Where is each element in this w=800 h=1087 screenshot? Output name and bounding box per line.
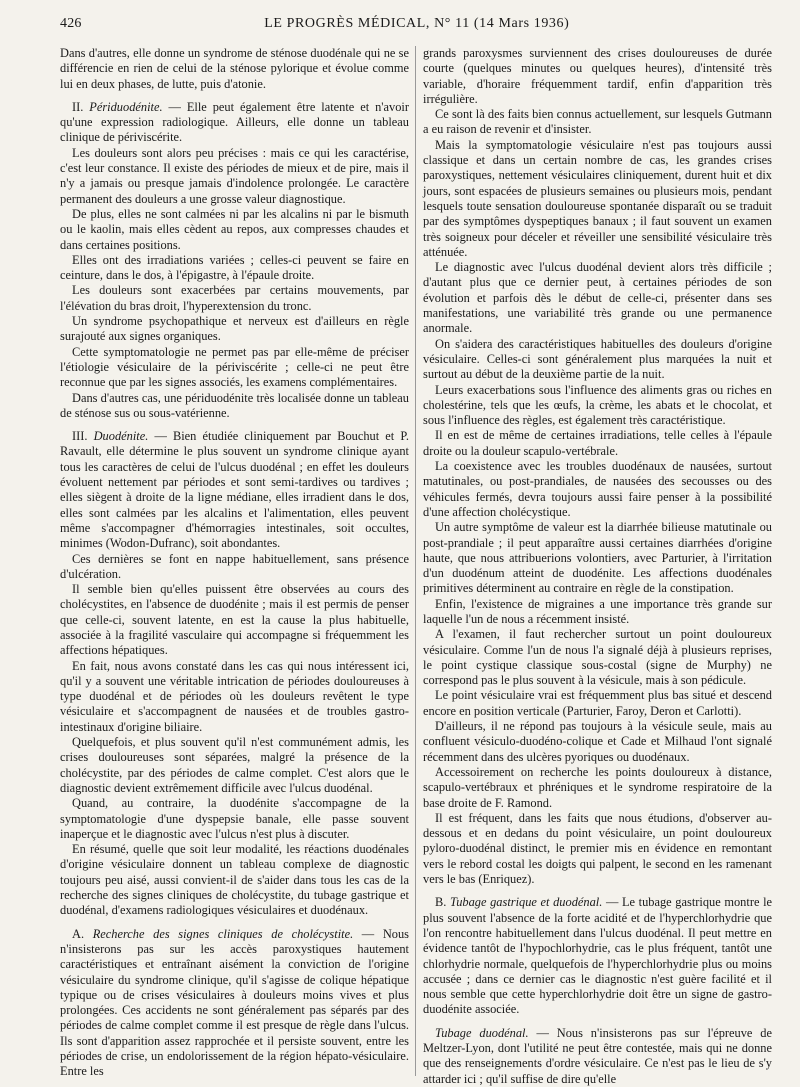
section-number: A. [72, 926, 93, 941]
paragraph [423, 1026, 772, 1087]
paragraph-text: Ces dernières se font en nappe habituellement, sans présence d'ulcération. [60, 551, 409, 581]
paragraph [60, 391, 409, 422]
section-number: B. [435, 895, 450, 910]
paragraph [60, 253, 409, 284]
page-number: 426 [60, 16, 82, 31]
paragraph [423, 337, 772, 383]
section-heading: Recherche des signes cliniques de cholécystite. [92, 926, 354, 941]
paragraph-text: Il est fréquent, dans les faits que nous étudions, d'observer au-dessous et en dedans du point vésiculaire, un point douloureux pyloro-duodénal distinct, le premier mis en évidence en remontant vers le rebord costal les doigts qui palpent, le second en les ramenant vers le bas (Enriquez). [423, 810, 772, 887]
paragraph [60, 552, 409, 583]
paragraph-text: — Le tubage gastrique montre le plus souvent l'absence de la forte acidité et de l'hyperchlorhydrie que l'on rencontre habituellement dans l'ulcus duodénal. Il peut mettre en évidence tantôt de l'hypochlorhydrie, cas le plus fréquent, tantôt une chlorhydrie normale, quelquefois de l'hyperchlorhydrie plus ou moins accusée ; dans ce dernier cas le diagnostic n'est guère facilité et il nous semble que cette hyperchlorhydrie doit être un signe de gastro-duodénite associée. [423, 895, 773, 1017]
paragraph [423, 597, 772, 628]
paragraph-text: Quelquefois, et plus souvent qu'il n'est communément admis, les crises douloureuses sont séparées, malgré la présence de la cholécystite, par des périodes de calme complet. C'est alors que le diagnostic devient extrêmement difficile avec l'ulcus duodénal. [60, 735, 409, 795]
paragraph [60, 283, 409, 314]
paragraph-text: Le point vésiculaire vrai est fréquemment plus bas situé et descend encore en position verticale (Parturier, Faroy, Deron et Carlotti). [423, 688, 772, 718]
paragraph [60, 314, 409, 345]
paragraph [60, 735, 409, 796]
paragraph [60, 345, 409, 391]
section-heading: Tubage duodénal. [435, 1025, 529, 1040]
paragraph [60, 207, 409, 253]
paragraph [423, 46, 772, 107]
section-number: III. [72, 429, 94, 444]
paragraph [60, 927, 409, 1080]
paragraph [423, 383, 772, 429]
paragraph [60, 429, 409, 551]
paragraph [423, 811, 772, 887]
paragraph-text: Les douleurs sont exacerbées par certains mouvements, par l'élévation du bras droit, l'hyperextension du tronc. [60, 283, 409, 313]
paragraph [60, 796, 409, 842]
right-column [423, 46, 773, 1086]
paragraph-text: Le diagnostic avec l'ulcus duodénal devient alors très difficile ; d'autant plus que ce dernier peut, à certaines périodes de son évolution et parfois dès le début de celle-ci, présenter dans ses manifestations, une variabilité très grande ou une permanence anormale. [423, 260, 772, 336]
paragraph-text: grands paroxysmes surviennent des crises douloureuses de durée courte (quelques minutes ou quelques heures), d'intensité très variable, d'horaire fréquemment tardif, enfin d'apparition très irrégulière. [423, 46, 772, 106]
paragraph-text: Cette symptomatologie ne permet pas par elle-même de préciser l'étiologie vésiculaire de la périviscérite ; celle-ci ne peut être reconnue que par les signes associés, les examens complémentaires. [60, 344, 409, 390]
paragraph-text: — Nous n'insisterons pas sur l'épreuve de Meltzer-Lyon, dont l'utilité ne peut être contestée, mais qui ne donne que des renseignements d'ordre vésiculaire. Ce n'est pas le lieu de s'y attarder ici ; qu'il suffise de dire qu'elle [423, 1025, 772, 1086]
text-columns [60, 46, 773, 1086]
paragraph [423, 719, 772, 765]
section-number: II. [72, 99, 90, 114]
paragraph [423, 765, 772, 811]
section-heading: Périduodénite. [89, 99, 163, 114]
paragraph [423, 138, 772, 260]
paragraph-text: — Bien étudiée cliniquement par Bouchut et P. Ravault, elle détermine le plus souvent un syndrome clinique ayant tous les caractères de celui de l'ulcus duodénal ; en effet les douleurs évoluent nettement par périodes et sont semi-tardives ou tardives ; elles siègent à droite de la ligne médiane, elles irradient dans le dos, elles sont calmées par les alcalins et l'alimentation, elles peuvent même s'accompagner d'hémorragies intestinales, soit occultes, minimes (Wodon-Dufranc), soit abondantes. [60, 429, 409, 551]
left-column [60, 46, 409, 1079]
paragraph-text: Il semble bien qu'elles puissent être observées au cours des cholécystites, en l'absence de duodénite ; mais il est permis de penser que celle-ci, souvent latente, en est la cause la plus habituelle, associée à la fragilité vasculaire qui accompagne si fréquemment les affections hépatiques. [60, 582, 409, 658]
paragraph-text: En fait, nous avons constaté dans les cas qui nous intéressent ici, qu'il y a souvent une véritable intrication de périodes douloureuses à type duodénal et de périodes où les douleurs revêtent le type vésiculaire et s'accompagnent de nausées et de troubles gastro-intestinaux d'origine biliaire. [60, 658, 409, 734]
paragraph-text: Dans d'autres cas, une périduodénite très localisée donne un tableau de sténose sus ou sous-vatérienne. [60, 390, 409, 420]
running-header [60, 16, 772, 40]
paragraph-text: — Elle peut également être latente et n'avoir qu'une expression radiologique. Ailleurs, elle donne un tableau clinique de périviscérite. [60, 99, 409, 145]
paragraph-text: Leurs exacerbations sous l'influence des aliments gras ou riches en cholestérine, tels que les œufs, la crème, les abats et le chocolat, et sous l'influence des règles, est également très caractéristique. [423, 382, 772, 428]
paragraph [423, 107, 772, 138]
paragraph-text: De plus, elles ne sont calmées ni par les alcalins ni par le bismuth ou le kaolin, mais elles cèdent au repos, aux compresses chaudes et dans certaines positions. [60, 206, 409, 252]
paragraph-text: Dans d'autres, elle donne un syndrome de sténose duodénale qui ne se différencie en rien de celui de la sténose pylorique et évolue comme lui en deux phases, de lutte, puis d'atonie. [60, 46, 409, 91]
paragraph-text: On s'aidera des caractéristiques habituelles des douleurs d'origine vésiculaire. Celles-ci sont généralement plus marquées la nuit et surtout au début de la deuxième partie de la nuit. [423, 336, 772, 382]
paragraph [60, 146, 409, 207]
paragraph [423, 627, 772, 688]
paragraph [60, 100, 409, 146]
paragraph-text: Elles ont des irradiations variées ; celles-ci peuvent se faire en ceinture, dans le dos, à l'épigastre, à l'épaule droite. [60, 252, 409, 283]
paragraph [423, 459, 772, 520]
paragraph-text: La coexistence avec les troubles duodénaux de nausées, surtout matutinales, ou post-prandiales, de nausées des secousses ou des véhicules fermés, devra toujours aussi faire penser à la possibilité d'une affection cholécystique. [423, 459, 772, 519]
section-heading: Tubage gastrique et duodénal. [450, 895, 603, 910]
paragraph-text: En résumé, quelle que soit leur modalité, les réactions duodénales d'origine vésiculaire donnent un tableau complexe de diagnostic toujours peu aisé, aussi convient-il de s'aider dans tous les cas de la recherche des signes cliniques de cholécystite, du tubage gastrique et duodénal, d'examens radiologiques vésiculaires et duodénaux. [60, 842, 409, 918]
paragraph [423, 520, 772, 596]
paragraph-text: Un syndrome psychopathique et nerveux est d'ailleurs en règle surajouté aux signes organiques. [60, 314, 409, 344]
paragraph [423, 260, 772, 336]
paragraph-text: D'ailleurs, il ne répond pas toujours à la vésicule seule, mais au confluent vésiculo-duodéno-colique et Cade et Milhaud l'ont signalé récemment dans des ulcères pyoriques ou duodénaux. [423, 719, 772, 764]
paragraph-text: Il en est de même de certaines irradiations, telle celles à l'épaule droite ou la douleur scapulo-vertébrale. [423, 428, 772, 458]
paragraph-text: Un autre symptôme de valeur est la diarrhée bilieuse matutinale ou post-prandiale ; il peut apparaître aussi certaines diarrhées d'origine haute, que nous attribuerions volontiers, avec Parturier, à l'irritation d'un duodénum atteint de duodénite. Les affections duodénales primitives déterminent au contraire en règle de la constipation. [423, 520, 772, 596]
paragraph-text: Ce sont là des faits bien connus actuellement, sur lesquels Gutmann a eu raison de revenir et d'insister. [423, 107, 772, 137]
paragraph [423, 428, 772, 459]
paragraph-text: — Nous n'insisterons pas sur les accès paroxystiques hautement caractéristiques et entraînant aisément la conviction de l'origine vésiculaire du syndrome clinique, qu'il s'agisse de colique hépatique typique ou de crises vésiculaires à douleurs moins vives et plus prolongées. Ces accidents ne sont généralement pas séparés par des périodes de calme complet comme il est presque de règle dans l'ulcus. Ils sont d'apparition assez rapprochée et il persiste souvent, entre les périodes de crise, un endolorissement de la région hépato-vésiculaire. Entre les [60, 926, 409, 1079]
paragraph [423, 895, 772, 1017]
paragraph-text: Les douleurs sont alors peu précises : mais ce qui les caractérise, c'est leur constance. Il existe des périodes de mieux et de pire, mais il n'y a jamais ou presque jamais d'indolence prolongée. Le caractère permanent des douleurs a une grosse valeur diagnostique. [60, 145, 409, 206]
paragraph [60, 46, 409, 92]
paragraph [60, 659, 409, 735]
paragraph-text: Mais la symptomatologie vésiculaire n'est pas toujours aussi classique et dans un certain nombre de cas, les grandes crises paroxystiques, nettement vésiculaires cliniquement, durent huit et dix jours, sont espacées de plusieurs semaines ou plusieurs mois, pendant lesquels toute sensation douloureuse spontanée disparaît ou se traduit par des symptômes dyspeptiques banaux ; il faut souvent un examen très soigneux pour déceler et réveiller une sensibilité vésiculaire très atténuée. [423, 137, 772, 259]
paragraph [60, 842, 409, 918]
paragraph [423, 688, 772, 719]
paragraph-text: Enfin, l'existence de migraines a une importance très grande sur laquelle l'un de nous a récemment insisté. [423, 596, 772, 626]
journal-title: LE PROGRÈS MÉDICAL, N° 11 (14 Mars 1936) [264, 16, 570, 31]
paragraph-text: Quand, au contraire, la duodénite s'accompagne de la symptomatologie d'une dyspepsie banale, elle passe souvent inaperçue et le diagnostic avec l'ulcus n'est plus à discuter. [60, 796, 409, 841]
section-heading: Duodénite. [93, 429, 149, 444]
paragraph-text: Accessoirement on recherche les points douloureux à distance, scapulo-vertébraux et phréniques et le syndrome respiratoire de la base droite de F. Ramond. [423, 764, 772, 810]
paragraph-text: A l'examen, il faut rechercher surtout un point douloureux vésiculaire. Comme l'un de nous l'a signalé déjà à plusieurs reprises, le point cystique classique sous-costal (signe de Murphy) ne correspond pas le plus souvent à la vésicule, mais à son pédicule. [423, 627, 772, 688]
paragraph [60, 582, 409, 658]
